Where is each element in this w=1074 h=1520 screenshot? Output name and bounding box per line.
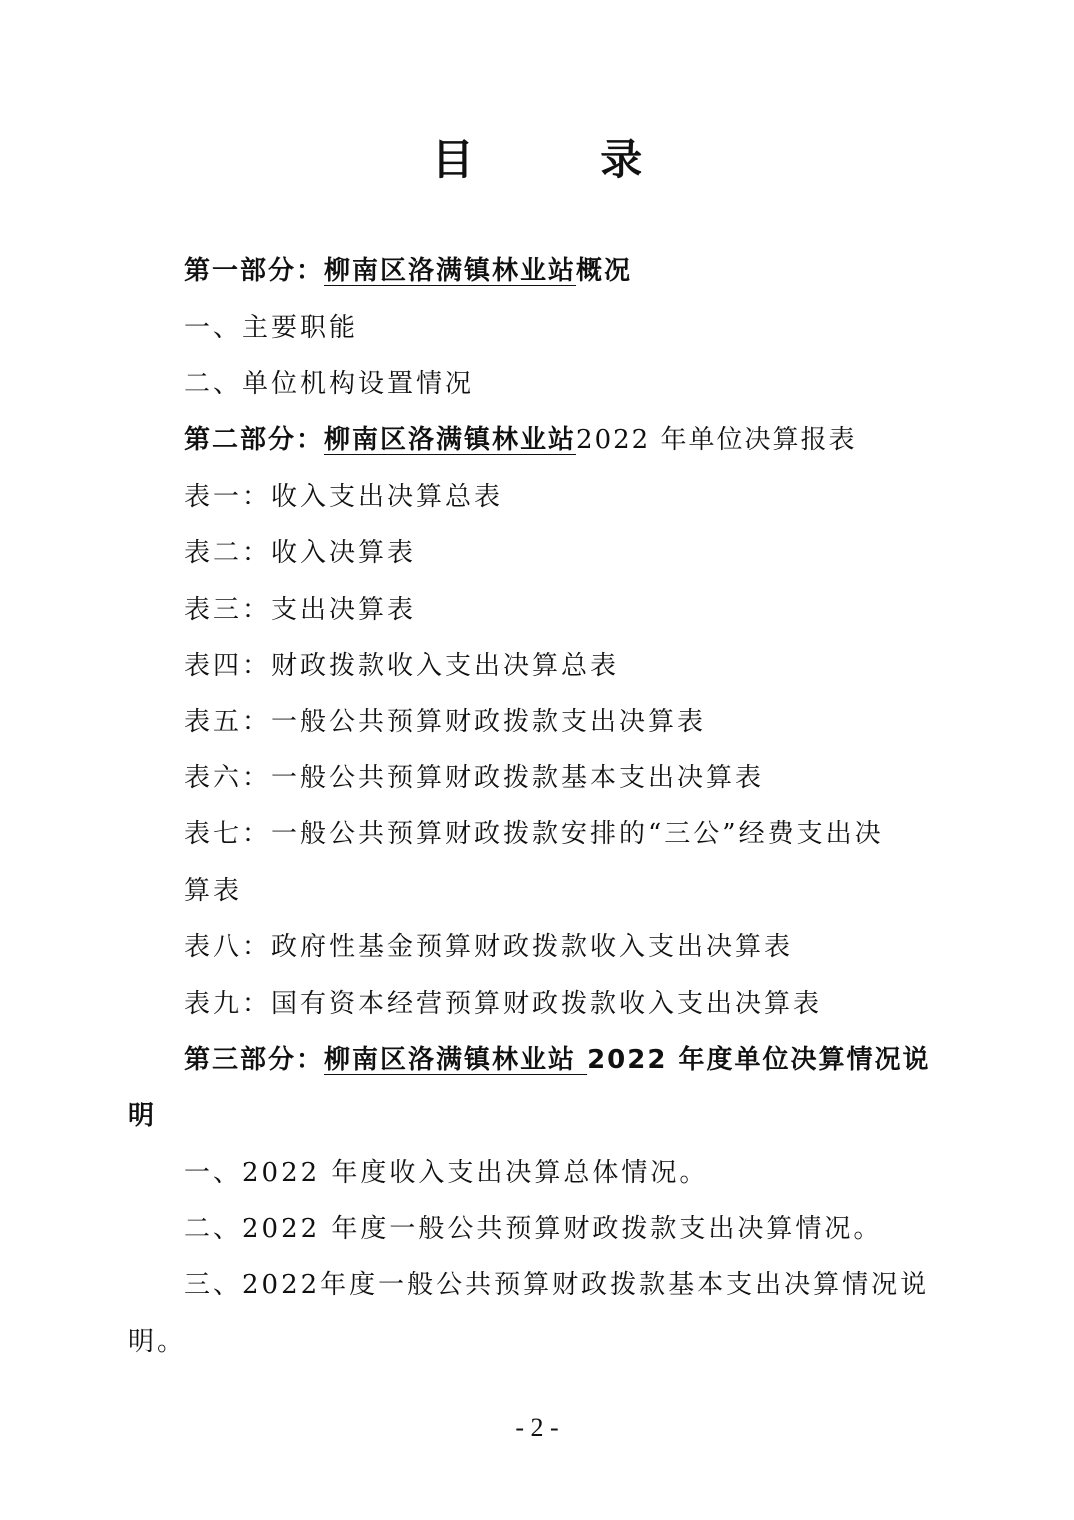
toc-item: 表六：一般公共预算财政拨款基本支出决算表 [184,763,765,793]
toc-item: 表二：收入决算表 [184,538,417,568]
toc-item: 表九：国有资本经营预算财政拨款收入支出决算表 [184,989,823,1019]
toc-item: 三、2022年度一般公共预算财政拨款基本支出决算情况说 [184,1270,930,1300]
part3-label: 第三部分： [184,1045,325,1075]
page-number: - 2 - [515,1413,559,1442]
toc-item: 表四：财政拨款收入支出决算总表 [184,651,620,681]
part2-label: 第二部分： [184,425,325,455]
part3-heading [184,1043,931,1077]
toc-item: 二、单位机构设置情况 [184,369,475,399]
toc-item: 表八：政府性基金预算财政拨款收入支出决算表 [184,932,794,962]
part1-label: 第一部分： [184,256,325,286]
part1-suffix: 概况 [576,256,633,286]
part3-suffix: 2022 年度单位决算情况说 [587,1045,931,1075]
part2-heading [184,423,856,457]
toc-item: 表五：一般公共预算财政拨款支出决算表 [184,707,707,737]
toc-item: 明。 [128,1327,187,1357]
part2-suffix: 2022 年单位决算报表 [576,425,857,455]
toc-item: 一、2022 年度收入支出决算总体情况。 [184,1158,709,1188]
part1-heading [184,254,632,288]
part1-unit: 柳南区洛满镇林业站 [324,256,577,286]
toc-item: 表三：支出决算表 [184,595,417,625]
toc-item: 一、主要职能 [184,313,359,343]
toc-item: 表七：一般公共预算财政拨款安排的“三公”经费支出决 [184,819,884,849]
toc-item: 算表 [184,876,243,906]
part2-unit: 柳南区洛满镇林业站 [324,425,577,455]
page-title: 目 录 [431,135,699,184]
toc-item: 表一：收入支出决算总表 [184,482,504,512]
part3-heading-continued: 明 [128,1101,157,1131]
toc-item: 二、2022 年度一般公共预算财政拨款支出决算情况。 [184,1214,883,1244]
part3-unit: 柳南区洛满镇林业站 [324,1045,588,1075]
